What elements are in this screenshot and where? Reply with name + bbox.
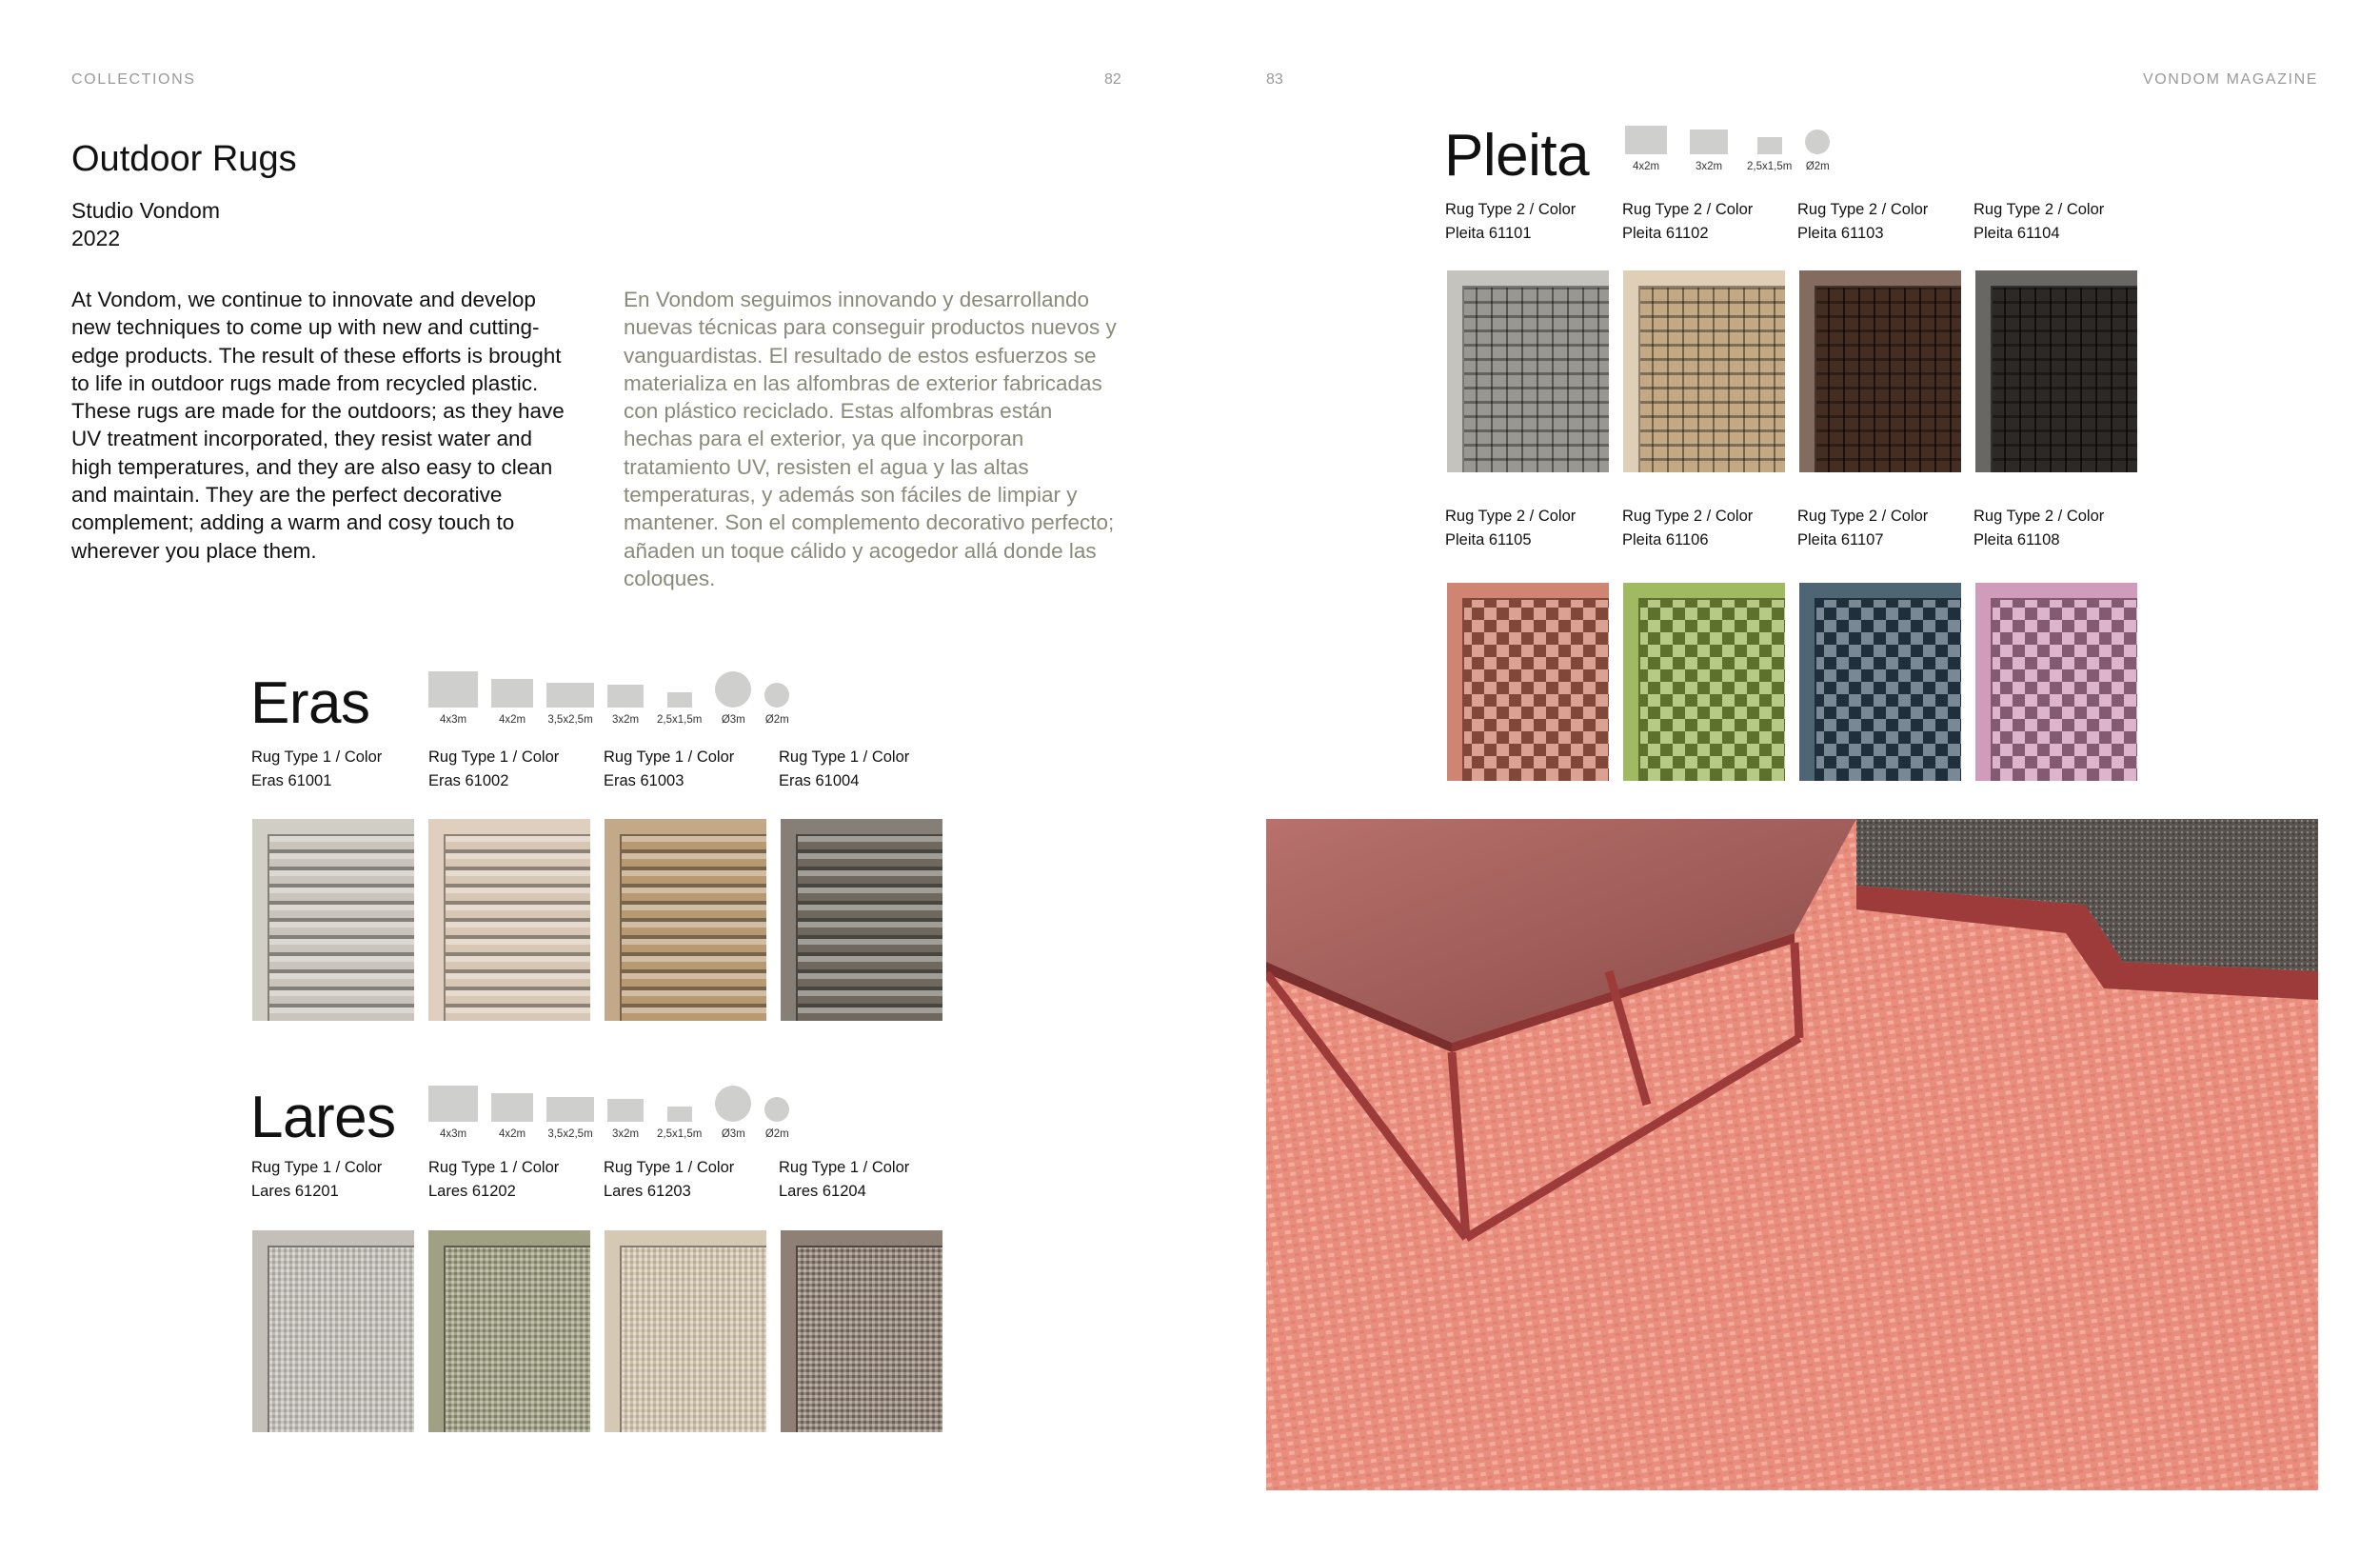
studio-year: 2022 (71, 226, 121, 250)
swatch-label-pleita-61102: Rug Type 2 / Color Pleita 61102 (1622, 201, 1754, 242)
size-option: 2,5x1,5m (657, 692, 702, 726)
size-legend-pleita (1625, 126, 1843, 172)
swatch-label-eras-61004: Rug Type 1 / Color Eras 61004 (779, 748, 910, 789)
size-option: Ø2m (764, 1097, 789, 1140)
rug-swatch (1447, 270, 1609, 472)
studio-name: Studio Vondom (71, 198, 221, 223)
rug-swatch (1975, 583, 2137, 781)
size-option: 3x2m (1690, 130, 1728, 172)
intro-text-english: At Vondom, we continue to innovate and develop new techniques to come up with new and cutting-edge products. The result of these efforts is brought to life in outdoor rugs made from recycled plastic. These rugs are made for the outdoors; as they have UV treatment incorporated, they resist water and high temperatures, and they are also easy to clean and maintain. They are the perfect decorative complement; adding a warm and cosy touch to wherever you place them. (71, 288, 565, 563)
rug-swatch (605, 1230, 766, 1432)
lifestyle-photo (1266, 819, 2318, 1490)
size-option: 3,5x2,5m (546, 683, 594, 726)
size-option: 2,5x1,5m (1747, 137, 1792, 172)
intro-text-spanish: En Vondom seguimos innovando y desarrollando nuevas técnicas para conseguir productos nuevos y vanguardistas. El resultado de estos esfuerzos se materializa en las alfombras de exterior fabricadas con plástico reciclado. Estas alfombras están hechas para el exterior, ya que incorporan tratamiento UV, resisten el agua y las altas temperaturas, y además son fáciles de limpiar y mantener. Son el complemento decorativo perfecto; añaden un toque cálido y acogedor allá donde las coloques. (624, 288, 1117, 590)
swatch-label-pleita-61101: Rug Type 2 / Color Pleita 61101 (1445, 201, 1577, 242)
swatch-label-pleita-61104: Rug Type 2 / Color Pleita 61104 (1973, 201, 2105, 242)
swatch-label-pleita-61106: Rug Type 2 / Color Pleita 61106 (1622, 508, 1754, 549)
running-header-left: COLLECTIONS (71, 71, 196, 88)
running-header-right: VONDOM MAGAZINE (2142, 71, 2318, 88)
size-option: 4x2m (1625, 126, 1667, 172)
swatch-label-pleita-61108: Rug Type 2 / Color Pleita 61108 (1973, 508, 2105, 549)
studio-credit (71, 197, 220, 252)
size-option: 4x3m (428, 671, 478, 726)
rug-swatch (1623, 583, 1785, 781)
size-option: 4x2m (491, 679, 533, 726)
swatch-label-pleita-61103: Rug Type 2 / Color Pleita 61103 (1797, 201, 1929, 242)
swatch-label-lares-61203: Rug Type 1 / Color Lares 61203 (604, 1159, 735, 1200)
collection-title-lares: Lares (250, 1085, 396, 1150)
rug-swatch (781, 819, 942, 1021)
swatch-label-lares-61201: Rug Type 1 / Color Lares 61201 (251, 1159, 383, 1200)
size-legend-eras (428, 671, 803, 726)
rug-swatch (1799, 270, 1961, 472)
rug-swatch (1975, 270, 2137, 472)
rug-swatch (428, 819, 590, 1021)
collection-title-eras: Eras (250, 670, 370, 736)
swatch-label-pleita-61107: Rug Type 2 / Color Pleita 61107 (1797, 508, 1929, 549)
rug-swatch (252, 819, 414, 1021)
size-option: Ø3m (715, 671, 751, 726)
rug-swatch (252, 1230, 414, 1432)
swatch-label-lares-61204: Rug Type 1 / Color Lares 61204 (779, 1159, 910, 1200)
rug-swatch (1447, 583, 1609, 781)
rug-swatch (1623, 270, 1785, 472)
lifestyle-photo-graphic (1266, 819, 2318, 1490)
size-option: 3x2m (607, 685, 644, 726)
size-option: 4x2m (491, 1093, 533, 1140)
swatch-label-eras-61001: Rug Type 1 / Color Eras 61001 (251, 748, 383, 789)
rug-swatch (781, 1230, 942, 1432)
swatch-label-eras-61002: Rug Type 1 / Color Eras 61002 (428, 748, 560, 789)
size-option: Ø2m (764, 683, 789, 726)
size-legend-lares (428, 1086, 803, 1140)
collection-title-pleita: Pleita (1444, 123, 1590, 189)
size-option: 3,5x2,5m (546, 1097, 594, 1140)
page-number-right: 83 (1266, 71, 1283, 88)
rug-swatch (605, 819, 766, 1021)
swatch-label-pleita-61105: Rug Type 2 / Color Pleita 61105 (1445, 508, 1577, 549)
swatch-label-eras-61003: Rug Type 1 / Color Eras 61003 (604, 748, 735, 789)
rug-swatch (428, 1230, 590, 1432)
swatch-label-lares-61202: Rug Type 1 / Color Lares 61202 (428, 1159, 560, 1200)
size-option: Ø3m (715, 1086, 751, 1140)
size-option: 2,5x1,5m (657, 1107, 702, 1140)
size-option: 4x3m (428, 1086, 478, 1140)
size-option: Ø2m (1805, 130, 1830, 172)
size-option: 3x2m (607, 1099, 644, 1140)
rug-swatch (1799, 583, 1961, 781)
page-number-left: 82 (1104, 71, 1121, 88)
page-title: Outdoor Rugs (71, 139, 297, 179)
